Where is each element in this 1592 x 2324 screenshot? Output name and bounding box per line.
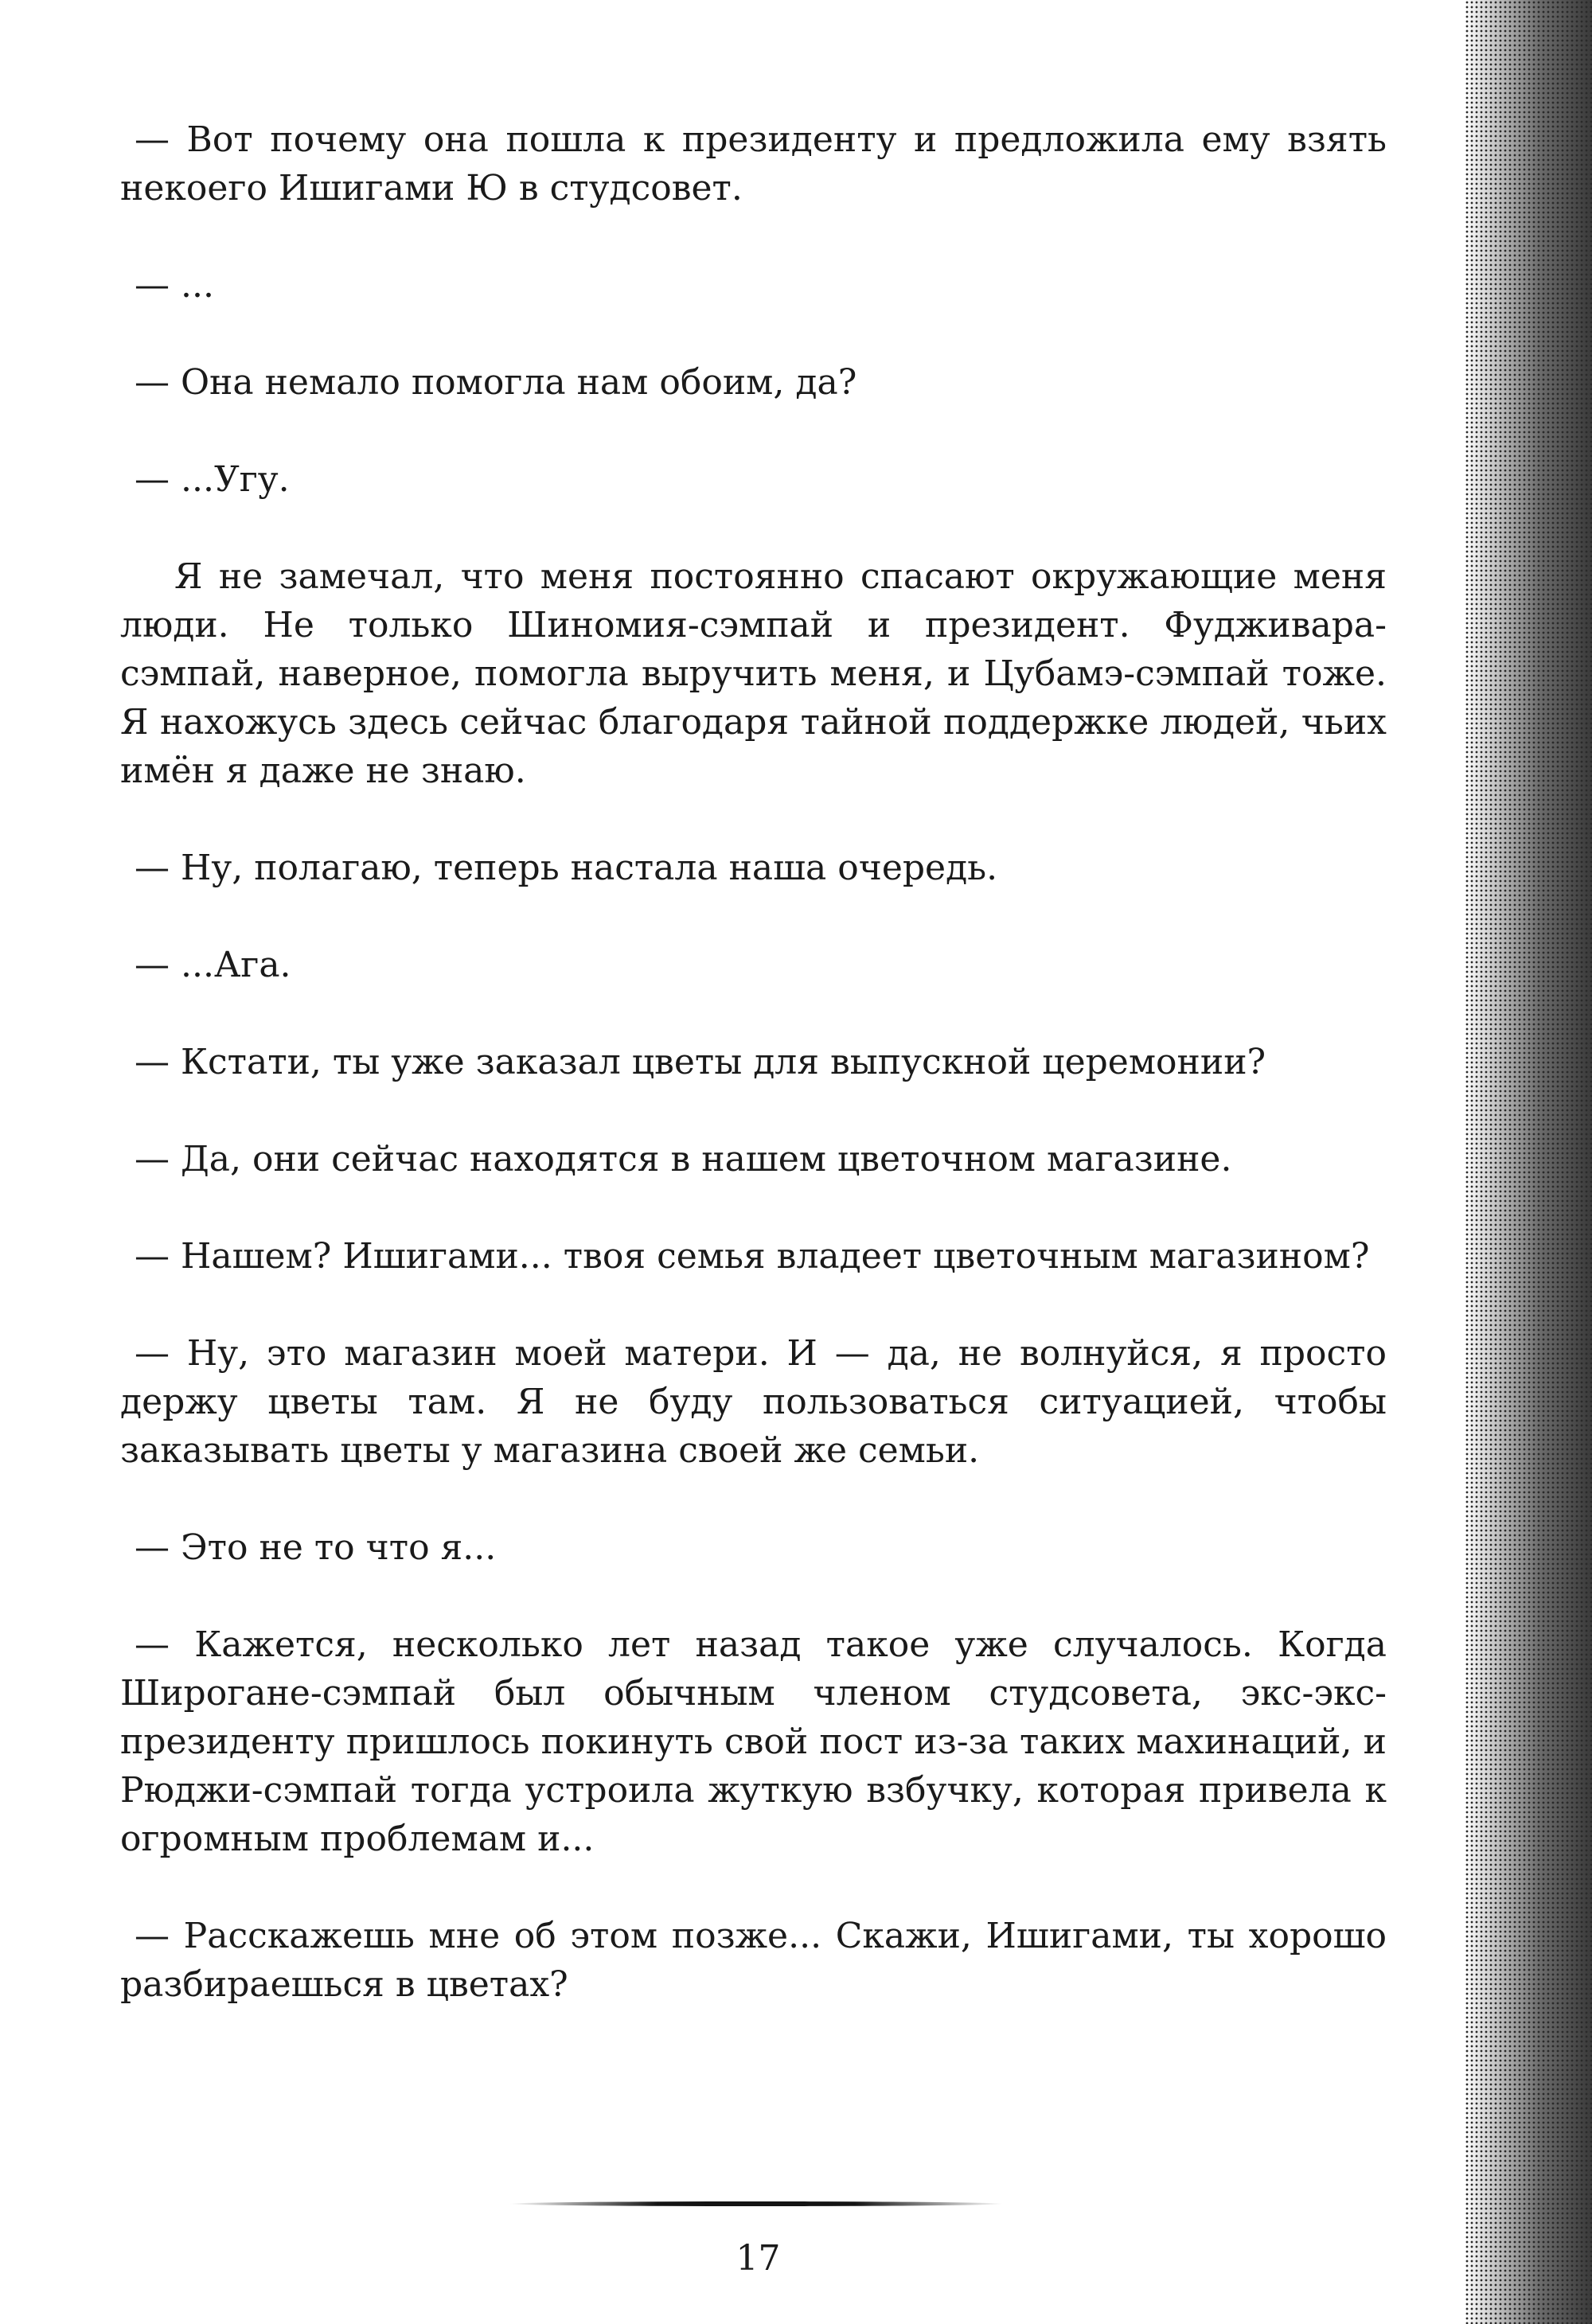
dialogue-paragraph: — Нашем? Ишигами... твоя семья владеет цветочным магазином?: [135, 1236, 1370, 1277]
narration-paragraph: Я не замечал, что меня постоянно спасают окружающие меня люди. Не только Шиномия-сэмпай и президент. Фудживара-сэмпай, наверное, помогла выручить меня, и Цубамэ-сэмпай тоже. Я нахожусь здесь сейчас благодаря тайной поддержке людей, чьих имён я даже не знаю.: [120, 556, 1387, 791]
dialogue-paragraph: — Да, они сейчас находятся в нашем цветочном магазине.: [135, 1139, 1232, 1180]
dialogue-paragraph: — Расскажешь мне об этом позже... Скажи, Ишигами, ты хорошо разбираешься в цветах?: [120, 1916, 1387, 2005]
page-body-text: [120, 115, 1387, 2057]
dialogue-paragraph: — ...Угу.: [135, 459, 290, 500]
dialogue-paragraph: — Вот почему она пошла к президенту и предложила ему взять некоего Ишигами Ю в студсовет.: [120, 119, 1387, 209]
dialogue-paragraph: — ...Ага.: [135, 945, 291, 985]
page-number: 17: [736, 2238, 781, 2279]
halftone-margin-strip: [1465, 0, 1592, 2324]
dialogue-paragraph: — ...: [135, 265, 214, 306]
dialogue-paragraph: — Ну, это магазин моей матери. И — да, не волнуйся, я просто держу цветы там. Я не буду пользоваться ситуацией, чтобы заказывать цветы у магазина своей же семьи.: [120, 1333, 1387, 1471]
dialogue-paragraph: — Кстати, ты уже заказал цветы для выпускной церемонии?: [135, 1042, 1266, 1082]
footer-divider: [509, 2201, 1003, 2206]
dialogue-paragraph: — Это не то что я...: [135, 1527, 497, 1568]
dialogue-paragraph: — Она немало помогла нам обоим, да?: [135, 362, 857, 403]
dialogue-paragraph: — Ну, полагаю, теперь настала наша очередь.: [135, 848, 998, 888]
dialogue-paragraph: — Кажется, несколько лет назад такое уже случалось. Когда Широгане-сэмпай был обычным членом студсовета, экс-экс-президенту пришлось покинуть свой пост из-за таких махинаций, и Рюджи-сэмпай тогда устроила жуткую взбучку, которая привела к огромным проблемам и...: [120, 1624, 1387, 1859]
